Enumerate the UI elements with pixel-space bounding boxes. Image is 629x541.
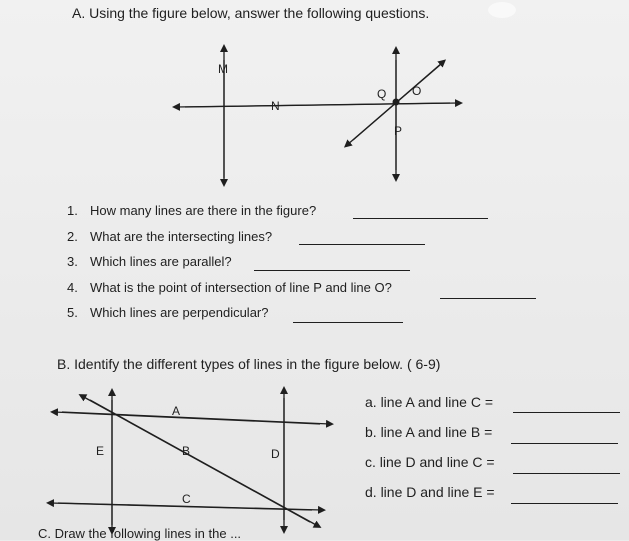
line-c-left — [50, 503, 312, 510]
label-b: B — [182, 444, 191, 458]
label-d: D — [271, 447, 280, 461]
question-3-text: Which lines are parallel? — [90, 254, 232, 269]
answer-d-line[interactable] — [511, 503, 618, 504]
answer-b-text: b. line A and line B = — [365, 424, 493, 440]
section-a-heading: A. Using the figure below, answer the following questions. — [72, 5, 430, 21]
question-2-text: What are the intersecting lines? — [90, 229, 273, 244]
question-3-number: 3. — [67, 254, 78, 269]
line-a-left — [54, 412, 320, 424]
answer-b-line[interactable] — [511, 443, 618, 444]
question-2-number: 2. — [67, 229, 78, 244]
question-5-number: 5. — [67, 305, 78, 320]
answer-c-line[interactable] — [513, 473, 620, 474]
label-m: M — [218, 62, 228, 76]
label-n: N — [271, 99, 280, 113]
answer-a-text: a. line A and line C = — [365, 394, 494, 410]
label-p: P — [394, 124, 403, 138]
question-4-number: 4. — [67, 280, 78, 295]
section-c-heading: C. Draw the following lines in the ... — [38, 526, 242, 541]
question-4-text: What is the point of intersection of line P and line O? — [90, 280, 392, 295]
answer-a-line[interactable] — [513, 412, 620, 413]
question-1-text: How many lines are there in the figure? — [90, 203, 317, 218]
section-b-heading: B. Identify the different types of lines in the figure below. ( 6-9) — [57, 356, 441, 372]
label-o: O — [412, 84, 422, 98]
answer-d-text: d. line D and line E = — [365, 484, 495, 500]
label-q: Q — [377, 87, 387, 101]
answer-c-text: c. line D and line C = — [365, 454, 495, 470]
label-c: C — [182, 492, 191, 506]
question-1-number: 1. — [67, 203, 78, 218]
question-5-text: Which lines are perpendicular? — [90, 305, 269, 320]
label-a: A — [172, 404, 181, 418]
label-e: E — [96, 444, 105, 458]
